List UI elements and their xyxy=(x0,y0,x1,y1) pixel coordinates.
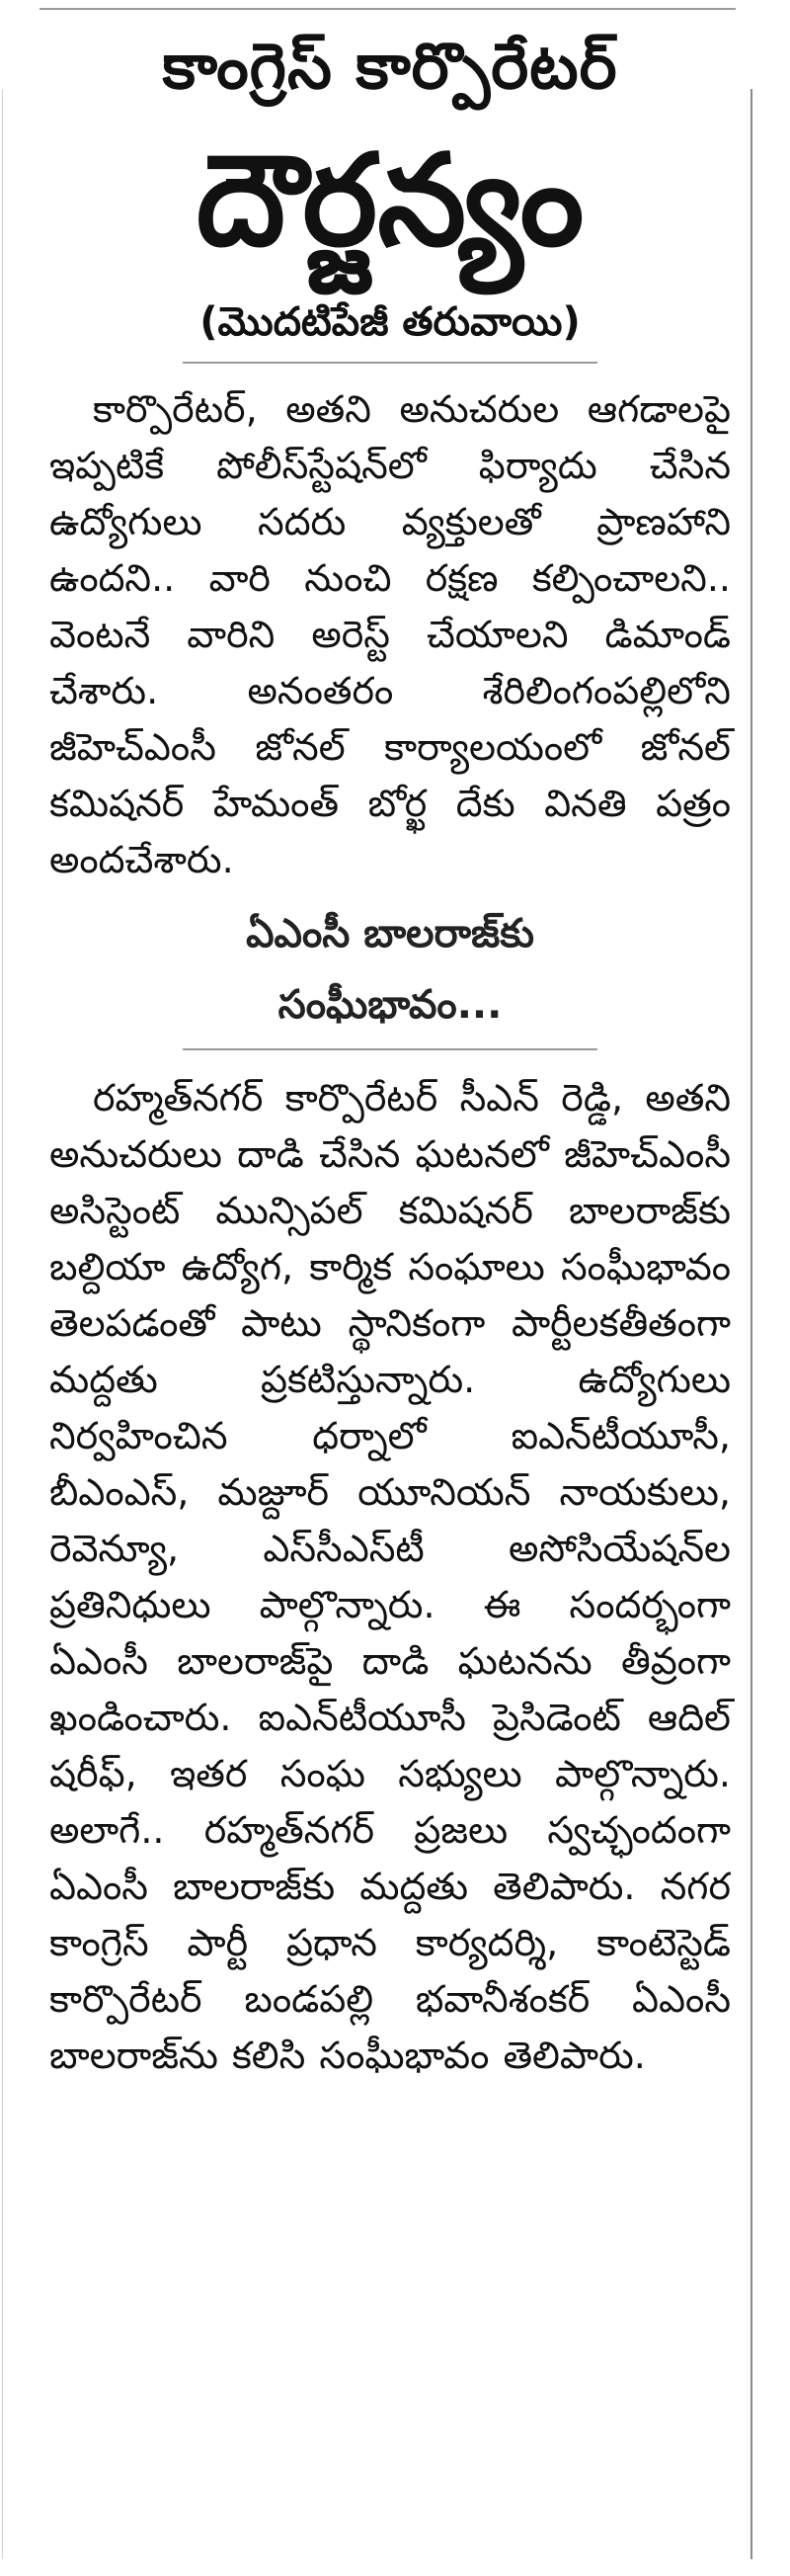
top-divider xyxy=(40,8,736,10)
subheading-underline xyxy=(183,1048,597,1050)
headline-underline xyxy=(183,362,597,364)
news-article xyxy=(49,20,731,2084)
article-paragraph-1: కార్పొరేటర్, అతని అనుచరుల ఆగడాలపై ఇప్పటికే పోలీస్‌స్టేషన్‌లో ఫిర్యాదు చేసిన ఉద్యోగులు సదరు వ్యక్తులతో ప్రాణహాని ఉందని.. వారి నుంచి రక్షణ కల్పించాలని.. వెంటనే వారిని అరెస్ట్ చేయాలని డిమాండ్ చేశారు. అనంతరం శేరిలింగంపల్లిలోని జీహెచ్ఎంసీ జోనల్ కార్యాలయంలో జోనల్ కమిషనర్ హేమంత్ బోర్ఖ దేకు వినతి పత్రం అందచేశారు. xyxy=(49,387,731,881)
headline-kicker: కాంగ్రెస్ కార్పొరేటర్ xyxy=(162,31,618,104)
continued-from-front-page: (మొదటిపేజీ తరువాయి) xyxy=(199,299,581,345)
subheading-line-1: ఏఎంసీ బాలరాజ్‌కు xyxy=(246,911,534,956)
headline: దౌర్జన్యం xyxy=(196,127,585,275)
subheading-line-2: సంఘీభావం... xyxy=(277,982,503,1028)
article-paragraph-2: రహ్మత్‌నగర్ కార్పొరేటర్ సీఎన్ రెడ్డి, అతని అనుచరులు దాడి చేసిన ఘటనలో జీహెచ్ఎంసీ అసిస్టెంట్ మున్సిపల్ కమిషనర్ బాలరాజ్‌కు బల్దియా ఉద్యోగ, కార్మిక సంఘాలు సంఘీభావం తెలపడంతో పాటు స్థానికంగా పార్టీలకతీతంగా మద్దతు ప్రకటిస్తున్నారు. ఉద్యోగులు నిర్వహించిన ధర్నాలో ఐఎన్‌టీయూసీ, బీఎంఎస్, మజ్దూర్ యూనియన్ నాయకులు, రెవెన్యూ, ఎస్‌సీఎస్‌టీ అసోసియేషన్‌ల ప్రతినిధులు పాల్గొన్నారు. ఈ సందర్భంగా ఏఎంసీ బాలరాజ్‌పై దాడి ఘటనను తీవ్రంగా ఖండించారు. ఐఎన్‌టీయూసీ ప్రెసిడెంట్ ఆదిల్ షరీఫ్, ఇతర సంఘ సభ్యులు పాల్గొన్నారు. అలాగే.. రహ్మత్‌నగర్ ప్రజలు స్వచ్ఛందంగా ఏఎంసీ బాలరాజ్‌కు మద్దతు తెలిపారు. నగర కాంగ్రెస్ పార్టీ ప్రధాన కార్యదర్శి, కాంటెస్టెడ్ కార్పొరేటర్ బండపల్లి భవానీశంకర్ ఏఎంసీ బాలరాజ్‌ను కలిసి సంఘీభావం తెలిపారు. xyxy=(49,1076,731,2077)
column-divider xyxy=(750,89,752,2559)
left-column-edge xyxy=(2,89,3,2559)
